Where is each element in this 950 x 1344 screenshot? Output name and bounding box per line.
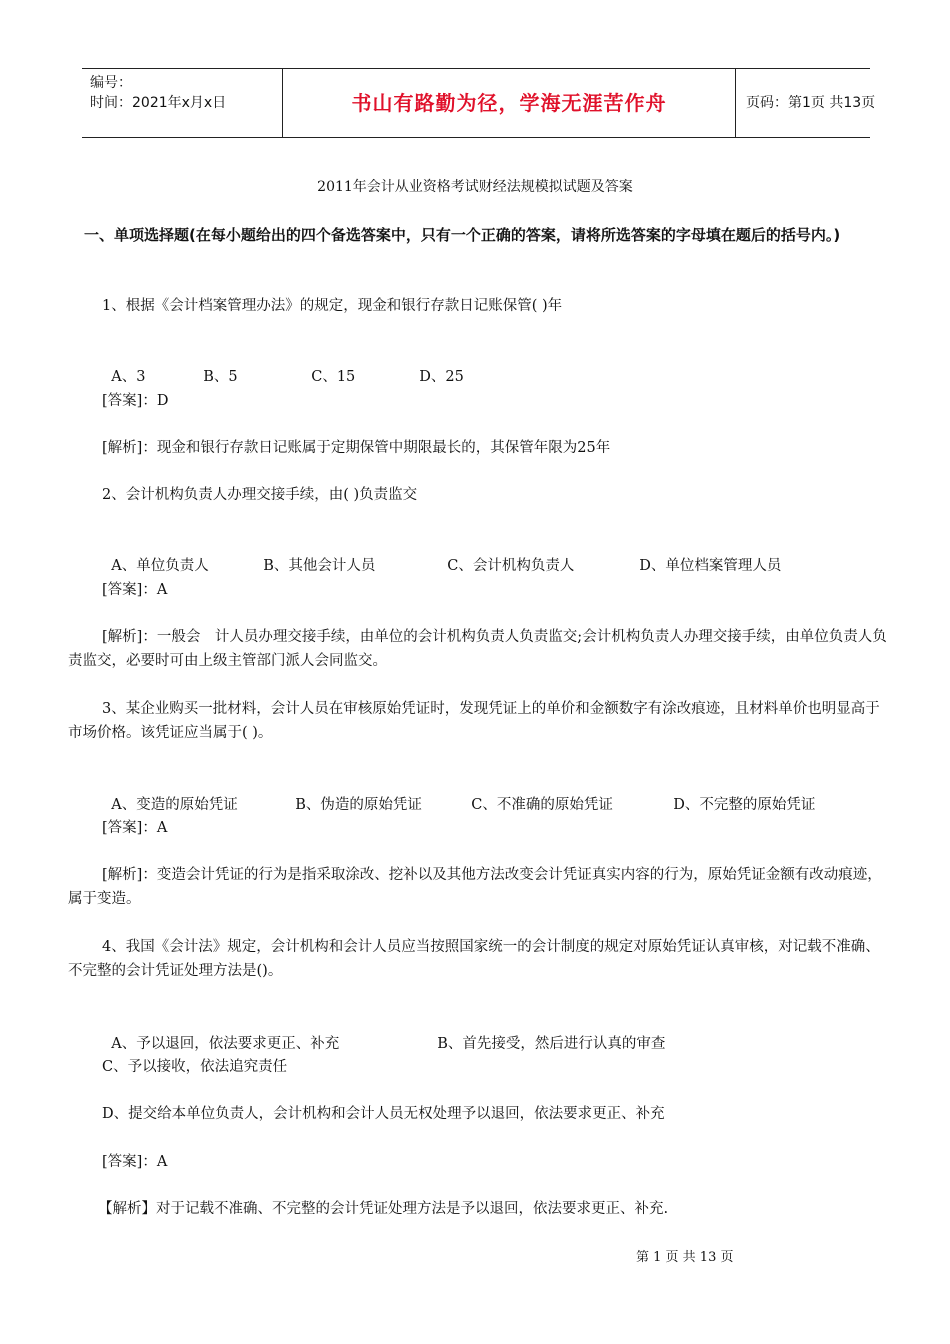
question-2-options [68, 530, 922, 578]
option-b: B、其他会计人员 [263, 558, 376, 574]
header-page-info: 页码：第1页 共13页 [746, 95, 876, 111]
option-d: D、25 [419, 369, 464, 385]
answer-3: [答案]：A [102, 820, 168, 836]
answer-4: [答案]：A [102, 1154, 168, 1170]
question-1-options [68, 341, 922, 389]
option-a: A、3 [111, 369, 146, 385]
header-left-cell [82, 69, 282, 137]
option-c: C、15 [311, 369, 356, 385]
time-label: 时间：2021年x月x日 [90, 95, 227, 111]
option-c: C、会计机构负责人 [447, 558, 575, 574]
page-footer: 第 1 页 共 13 页 [636, 1250, 734, 1265]
answer-2: [答案]：A [102, 582, 168, 598]
question-1: 1、根据《会计档案管理办法》的规定，现金和银行存款日记账保管( )年 [102, 298, 563, 314]
option-c: C、不准确的原始凭证 [471, 797, 613, 813]
page-header [82, 68, 876, 138]
option-b: B、伪造的原始凭证 [295, 797, 422, 813]
option-d: D、不完整的原始凭证 [673, 797, 816, 813]
option-c: C、予以接收，依法追究责任 [102, 1059, 288, 1075]
section-heading: 一、单项选择题(在每小题给出的四个备选答案中，只有一个正确的答案，请将所选答案的字母填在题后的括号内。) [84, 226, 841, 244]
option-d: D、单位档案管理人员 [639, 558, 782, 574]
question-2: 2、会计机构负责人办理交接手续，由( )负责监交 [102, 487, 418, 503]
option-a: A、变造的原始凭证 [111, 797, 238, 813]
question-3-options [68, 769, 922, 817]
question-4-options-ab [68, 1008, 922, 1056]
number-label: 编号： [90, 75, 132, 91]
analysis-1: [解析]：现金和银行存款日记账属于定期保管中期限最长的，其保管年限为25年 [102, 440, 611, 456]
option-d: D、提交给本单位负责人，会计机构和会计人员无权处理予以退回，依法要求更正、补充 [102, 1106, 665, 1122]
option-b: B、首先接受，然后进行认真的审查 [437, 1036, 666, 1052]
analysis-3: [解析]：变造会计凭证的行为是指采取涂改、挖补以及其他方法改变会计凭证真实内容的行为，原始凭证金额有改动痕迹，属于变造。 [68, 867, 882, 907]
analysis-4: 【解析】对于记载不准确、不完整的会计凭证处理方法是予以退回，依法要求更正、补充. [98, 1201, 669, 1217]
question-4: 4、我国《会计法》规定，会计机构和会计人员应当按照国家统一的会计制度的规定对原始凭证认真审核，对记载不准确、不完整的会计凭证处理方法是()。 [68, 939, 880, 979]
option-a: A、予以退回，依法要求更正、补充 [111, 1036, 340, 1052]
header-motto: 书山有路勤为径，学海无涯苦作舟 [282, 69, 736, 137]
question-3: 3、某企业购买一批材料，会计人员在审核原始凭证时，发现凭证上的单价和金额数字有涂改痕迹，且材料单价也明显高于市场价格。该凭证应当属于( )。 [68, 701, 880, 741]
option-b: B、5 [203, 369, 238, 385]
analysis-2: [解析]：一般会 计人员办理交接手续，由单位的会计机构负责人负责监交;会计机构负责人办理交接手续，由单位负责人负责监交，必要时可由上级主管部门派人会同监交。 [68, 629, 887, 669]
document-title: 2011年会计从业资格考试财经法规模拟试题及答案 [317, 179, 633, 195]
answer-1: [答案]：D [102, 393, 169, 409]
option-a: A、单位负责人 [111, 558, 209, 574]
